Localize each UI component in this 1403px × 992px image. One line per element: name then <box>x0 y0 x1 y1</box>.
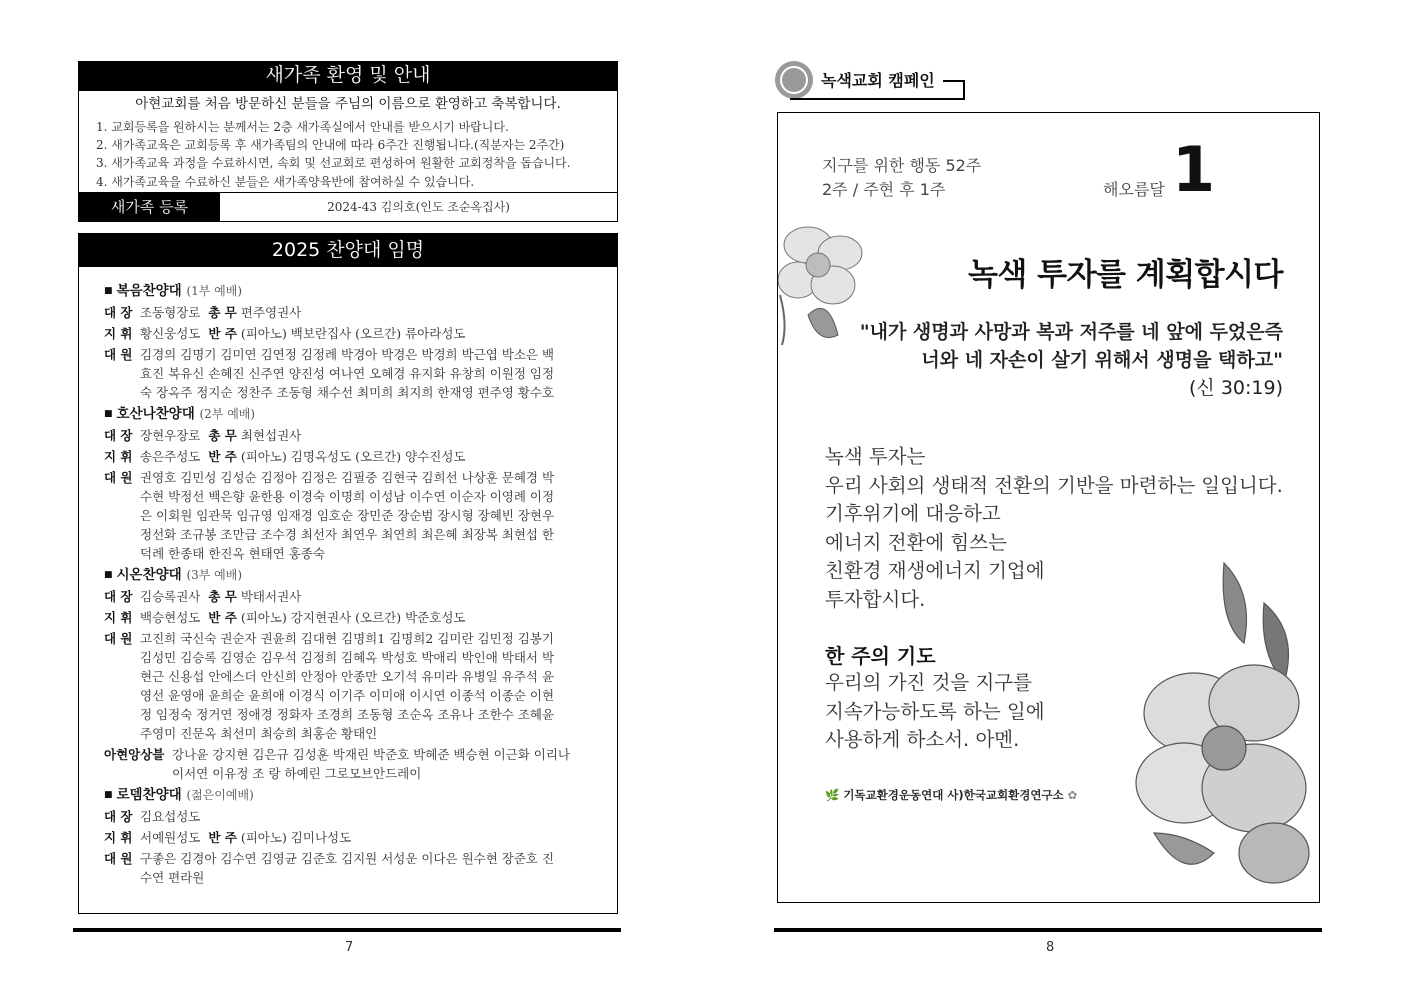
choir-conductor-line: 지 휘 황신웅성도 반 주 (피아노) 백보란집사 (오르간) 류아라성도 <box>104 326 466 341</box>
choir-conductor-line: 지 휘 송은주성도 반 주 (피아노) 김명옥성도 (오르간) 양수진성도 <box>104 449 466 464</box>
leaf-icon: 🌿 <box>825 788 840 802</box>
registration-row <box>79 192 617 221</box>
choir-leader-line: 대 장 김요섭성도 <box>104 809 201 824</box>
choir-title: ■ 복음찬양대 (1부 예배) <box>104 283 243 299</box>
body-line: 친환경 재생에너지 기업에 <box>825 559 1045 582</box>
body-line: 투자합시다. <box>825 587 926 611</box>
prayer-line: 지속가능하도록 하는 일에 <box>825 699 1045 723</box>
choir-title: ■ 시온찬양대 (3부 예배) <box>104 567 243 583</box>
registration-value: 2024-43 김의호(인도 조순옥집사) <box>327 200 510 214</box>
choir-leader-line: 대 장 조동형장로 총 무 편주영권사 <box>104 305 302 320</box>
campaign-title: 녹색교회 캠페인 <box>821 71 935 90</box>
week-line-1: 지구를 위한 행동 52주 <box>822 156 982 175</box>
registration-label: 새가족 등록 <box>79 193 220 221</box>
welcome-box <box>78 61 618 222</box>
bullet-icon: ■ <box>104 409 113 419</box>
choir-leader-line: 대 장 김승록권사 총 무 박태서권사 <box>104 589 302 604</box>
welcome-box-title: 새가족 환영 및 안내 <box>79 62 617 91</box>
scripture-reference: (신 30:19) <box>1189 377 1283 399</box>
ensemble-line: 아현앙상블 강나윤 강지현 김은규 김성훈 박재린 박준호 박혜준 백승현 이근화 이리나 이서연 이유정 조 랑 하예린 그로모브안드레이 <box>104 747 571 781</box>
notice-item: 4. 새가족교육을 수료하신 분들은 새가족양육반에 참여하실 수 있습니다. <box>96 174 475 189</box>
choir-title: ■ 로뎀찬양대 (젊은이예배) <box>104 787 254 803</box>
credit-line: 🌿 기독교환경운동연대 사)한국교회환경연구소 ✿ <box>825 788 1078 802</box>
notice-item: 1. 교회등록을 원하시는 분께서는 2층 새가족실에서 안내를 받으시기 바랍니다. <box>96 120 509 134</box>
page-number: 8 <box>1046 940 1055 955</box>
divider <box>943 80 965 82</box>
page-number: 7 <box>345 940 354 955</box>
choir-box-title: 2025 찬양대 임명 <box>79 234 617 267</box>
body-line: 녹색 투자는 <box>825 445 926 468</box>
bullet-icon: ■ <box>104 286 113 296</box>
apple-blossom-illustration-icon <box>1124 553 1320 903</box>
campaign-card <box>777 112 1320 903</box>
choir-members-line: 대 원 김경의 김명기 김미연 김연정 김정례 박경아 박경은 박경희 박근엽 박소은 백효진 복유신 손혜진 신주연 양진성 여나연 오혜경 유지화 유창희 이원정 임정숙 장옥주 정지순 정찬주 조동형 채수선 최미희 최지희 한재영 편주영 황수호 <box>104 347 555 400</box>
footer-divider <box>774 928 1322 932</box>
body-line: 기후위기에 대응하고 <box>825 502 1001 525</box>
campaign-logo-icon <box>775 61 813 99</box>
choir-members-line: 대 원 구좋은 김경아 김수연 김영균 김준호 김지원 서성운 이다은 원수현 장준호 진수연 편라원 <box>104 851 555 885</box>
footer-divider <box>73 928 621 932</box>
notice-item: 2. 새가족교육은 교회등록 후 새가족팀의 안내에 따라 6주간 진행됩니다.(직분자는 2주간) <box>96 138 565 153</box>
body-line: 우리 사회의 생태적 전환의 기반을 마련하는 일입니다. <box>825 473 1283 497</box>
notice-item: 3. 새가족교육 과정을 수료하시면, 속회 및 선교회로 편성하여 원활한 교회정착을 돕습니다. <box>96 156 571 171</box>
week-line-2: 2주 / 주현 후 1주 <box>822 180 946 199</box>
choir-box <box>78 233 618 914</box>
divider <box>963 80 965 100</box>
month-label: 해오름달 <box>1103 180 1165 199</box>
choir-conductor-line: 지 휘 백승현성도 반 주 (피아노) 강지현권사 (오르간) 박준호성도 <box>104 610 466 625</box>
choir-leader-line: 대 장 장현우장로 총 무 최현섭권사 <box>104 428 302 443</box>
choir-members-line: 대 원 고진희 국신숙 권순자 권윤희 김대현 김명희1 김명희2 김미란 김민정 김봉기 김성민 김승록 김영순 김우석 김정희 김혜옥 박성호 박애리 박인애 박태서 박현근 신용섭 안에스더 안신희 안정아 안종만 오기석 유미라 유병일 유주석 윤영선 윤영애 윤희순 윤희애 이경식 이기주 이미애 이시연 이종석 이종순 이현정 임정숙 정거연 정애경 정화자 조경희 조동형 조순옥 조유나 조한수 조혜윤 주영미 진문옥 최선미 최승희 최홍순 황태인 <box>104 631 555 741</box>
body-line: 에너지 전환에 힘쓰는 <box>825 530 1007 554</box>
choir-title: ■ 호산나찬양대 (2부 예배) <box>104 406 256 422</box>
prayer-line: 우리의 가진 것을 지구를 <box>825 671 1032 694</box>
choir-members-line: 대 원 권영호 김민성 김성순 김정아 김정은 김필중 김현국 김희선 나상훈 문혜경 박수현 박정선 백은향 윤한용 이경숙 이명희 이성남 이수연 이순자 이영례 이정은 이회원 임관묵 임규영 임재경 임호순 장민준 장순범 장시형 장혜빈 장현우 정선화 조규봉 조만금 조수경 최선자 최연우 최연희 최은혜 최장복 최현섭 한덕례 한종태 한진옥 현태연 홍종숙 <box>104 470 555 561</box>
month-number: 1 <box>1172 133 1216 206</box>
scripture-quote-line-1: "내가 생명과 사망과 복과 저주를 네 앞에 두었은즉 <box>859 321 1283 343</box>
prayer-title: 한 주의 기도 <box>825 644 936 668</box>
flower-emblem-icon: ✿ <box>1067 788 1078 802</box>
campaign-headline: 녹색 투자를 계획합시다 <box>967 257 1283 293</box>
scripture-quote-line-2: 너와 네 자손이 살기 위해서 생명을 택하고" <box>921 349 1283 371</box>
bullet-icon: ■ <box>104 570 113 580</box>
divider <box>790 98 965 100</box>
bullet-icon: ■ <box>104 790 113 800</box>
choir-conductor-line: 지 휘 서예원성도 반 주 (피아노) 김미나성도 <box>104 830 352 845</box>
notice-list <box>96 118 617 191</box>
prayer-body <box>825 669 1045 755</box>
welcome-intro: 아현교회를 처음 방문하신 분들을 주님의 이름으로 환영하고 축복합니다. <box>135 96 561 112</box>
prayer-line: 사용하게 하소서. 아멘. <box>825 728 1020 751</box>
